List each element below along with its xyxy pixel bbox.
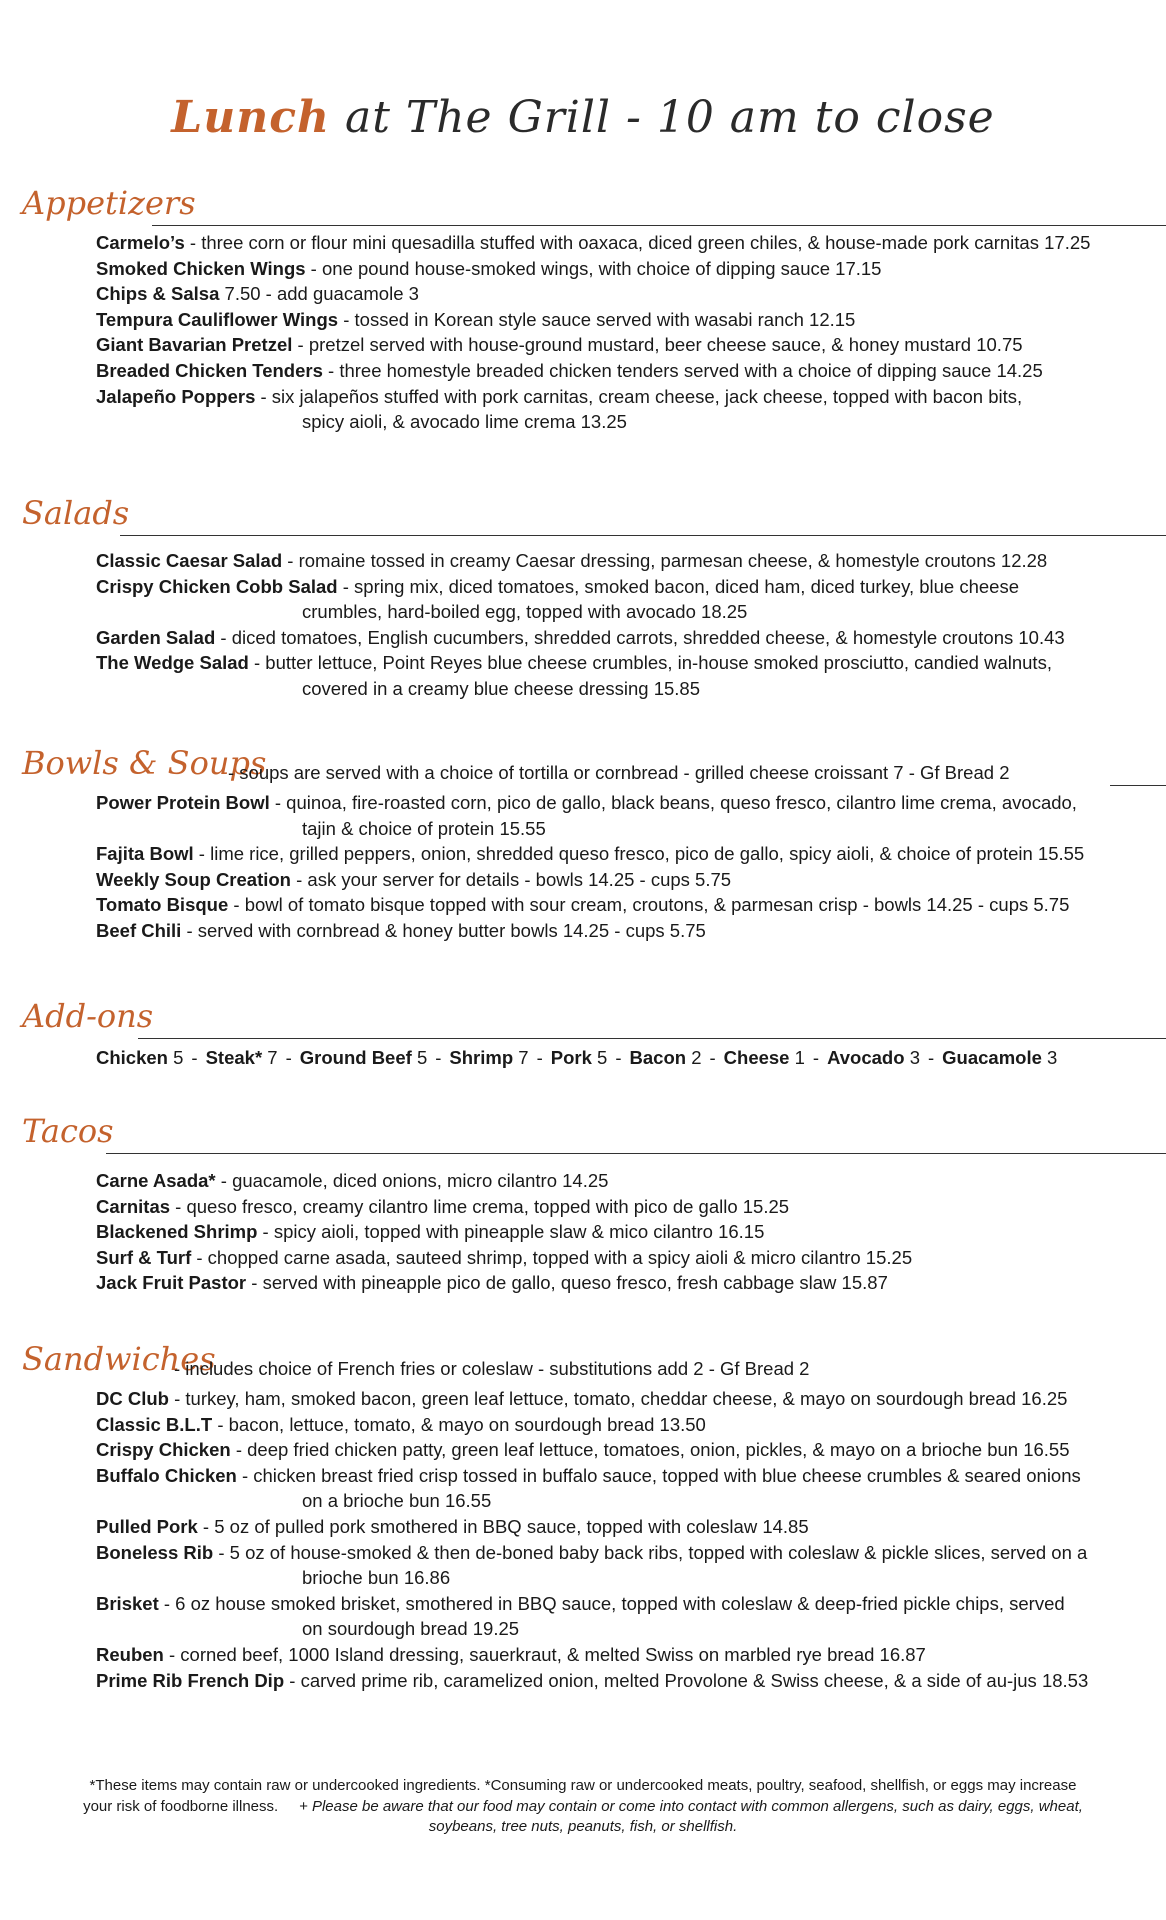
menu-item-description: - three homestyle breaded chicken tenders served with a choice of dipping sauce 14.25: [322, 359, 1043, 381]
menu-item-name: Buffalo Chicken: [96, 1464, 237, 1486]
tacos-heading: Tacos: [22, 1112, 114, 1150]
menu-item: [96, 548, 1166, 574]
addon-price: 7: [267, 1047, 278, 1068]
menu-item-line: [96, 358, 1166, 384]
menu-item: [96, 1437, 1166, 1463]
menu-item-line: [96, 574, 1166, 600]
menu-item-name: Brisket: [96, 1592, 159, 1614]
menu-item: [96, 256, 1166, 282]
addons-list: [0, 1039, 1166, 1071]
menu-item-line: [96, 1668, 1166, 1694]
menu-item-line: [96, 1540, 1166, 1566]
menu-item-description: - ask your server for details - bowls 14.25 - cups 5.75: [290, 868, 732, 890]
menu-item-name: Jack Fruit Pastor: [96, 1272, 247, 1294]
menu-item-description: - 5 oz of house-smoked & then de-boned baby back ribs, topped with coleslaw & pickle slices, served on a: [213, 1541, 1088, 1563]
bowls-list: [0, 786, 1166, 944]
menu-item: [96, 892, 1166, 918]
menu-item: [96, 841, 1166, 867]
addon-separator: -: [709, 1047, 716, 1068]
menu-item-description: - tossed in Korean style sauce served with wasabi ranch 12.15: [338, 308, 856, 330]
title-rest: at The Grill - 10 am to close: [329, 92, 995, 143]
addons-rule: [138, 1038, 1166, 1039]
menu-item-line: [96, 1219, 1166, 1245]
menu-item-line: [96, 281, 1166, 307]
addon-name: Avocado: [827, 1047, 905, 1068]
page-title: [0, 92, 1166, 143]
menu-item-description: - bacon, lettuce, tomato, & mayo on sourdough bread 13.50: [212, 1413, 706, 1435]
tacos-list: [0, 1154, 1166, 1296]
menu-item: [96, 1412, 1166, 1438]
menu-item-description: - bowl of tomato bisque topped with sour cream, croutons, & parmesan crisp - bowls 14.25 - cups 5.75: [228, 894, 1070, 916]
menu-item-line: [96, 1168, 1166, 1194]
menu-item: [96, 625, 1166, 651]
menu-item-name: Reuben: [96, 1643, 164, 1665]
tacos-rule: [106, 1153, 1166, 1154]
sandwiches-list: [0, 1382, 1166, 1693]
addon-price: 5: [173, 1047, 184, 1068]
disclaimer-line-2a: your risk of foodborne illness.: [83, 1797, 279, 1815]
disclaimer-line-2b: + Please be aware that our food may contain or come into contact with common allergens, such as dairy, eggs, wheat,: [299, 1797, 1083, 1815]
menu-item-description: - deep fried chicken patty, green leaf lettuce, tomatoes, onion, pickles, & mayo on a brioche bun 16.55: [230, 1439, 1070, 1461]
menu-item-continuation: brioche bun 16.86: [302, 1567, 451, 1589]
menu-item-name: Smoked Chicken Wings: [96, 257, 306, 279]
salads-rule: [120, 535, 1166, 536]
menu-item-description: - diced tomatoes, English cucumbers, shredded carrots, shredded cheese, & homestyle croutons 10.43: [215, 626, 1065, 648]
menu-item-continuation: spicy aioli, & avocado lime crema 13.25: [302, 411, 627, 433]
addon-name: Pork: [550, 1047, 592, 1068]
bowls-note: - soups are served with a choice of tortilla or cornbread - grilled cheese croissant 7 - Gf Bread 2: [228, 762, 1010, 783]
addon-price: 1: [794, 1047, 805, 1068]
menu-item: [96, 1463, 1166, 1514]
menu-item-description: - served with cornbread & honey butter bowls 14.25 - cups 5.75: [181, 919, 706, 941]
disclaimer-line-3: soybeans, tree nuts, peanuts, fish, or shellfish.: [428, 1818, 738, 1835]
menu-item-line: [96, 307, 1166, 333]
menu-item-description: - corned beef, 1000 Island dressing, sauerkraut, & melted Swiss on marbled rye bread 16.87: [163, 1643, 926, 1665]
addon-separator: -: [615, 1047, 622, 1068]
addon-price: 5: [416, 1047, 428, 1068]
menu-item-description: - chicken breast fried crisp tossed in buffalo sauce, topped with blue cheese crumbles & seared onions: [236, 1464, 1081, 1486]
menu-item-line: [96, 867, 1166, 893]
menu-item: [96, 384, 1166, 435]
menu-item-name: Crispy Chicken Cobb Salad: [96, 575, 338, 597]
menu-item-continuation: crumbles, hard-boiled egg, topped with avocado 18.25: [302, 601, 748, 623]
addon-name: Cheese: [723, 1047, 790, 1068]
addon-separator: -: [536, 1047, 543, 1068]
menu-item-line: [96, 1270, 1166, 1296]
allergen-disclaimer: [40, 1776, 1126, 1838]
menu-item: [96, 1642, 1166, 1668]
menu-item: [96, 574, 1166, 625]
menu-item-description: 7.50 - add guacamole 3: [219, 283, 419, 305]
menu-item: [96, 281, 1166, 307]
menu-item-description: - guacamole, diced onions, micro cilantro 14.25: [215, 1170, 609, 1191]
sandwiches-section: [0, 1336, 1166, 1693]
menu-item: [96, 1194, 1166, 1220]
addon-separator: -: [285, 1047, 292, 1068]
addons-heading: Add-ons: [22, 997, 154, 1035]
addon-separator: -: [435, 1047, 442, 1068]
menu-item-description: - spicy aioli, topped with pineapple slaw & mico cilantro 16.15: [257, 1221, 765, 1243]
bowls-rule: [1110, 785, 1166, 786]
salads-heading: Salads: [22, 494, 130, 532]
menu-item-line: [96, 841, 1166, 867]
addon-price: 3: [1047, 1047, 1058, 1068]
disclaimer-line-1: *These items may contain raw or undercooked ingredients. *Consuming raw or undercooked meats, poultry, seafood, shellfish, or eggs may increase: [89, 1777, 1077, 1794]
menu-item-description: - one pound house-smoked wings, with choice of dipping sauce 17.15: [305, 257, 882, 279]
menu-item-line: [96, 1591, 1166, 1617]
menu-item-name: Carmelo’s: [96, 232, 185, 253]
bowls-heading: Bowls & Soups: [22, 744, 267, 782]
menu-item-name: Tomato Bisque: [96, 894, 229, 916]
addon-name: Ground Beef: [299, 1047, 412, 1068]
menu-item-description: - 5 oz of pulled pork smothered in BBQ sauce, topped with coleslaw 14.85: [197, 1515, 809, 1537]
menu-item-description: - chopped carne asada, sauteed shrimp, topped with a spicy aioli & micro cilantro 15.25: [191, 1246, 913, 1268]
menu-item-description: - queso fresco, creamy cilantro lime crema, topped with pico de gallo 15.25: [170, 1195, 790, 1217]
menu-item: [96, 1168, 1166, 1194]
menu-item-name: Chips & Salsa: [96, 283, 220, 305]
menu-item-name: Tempura Cauliflower Wings: [96, 308, 339, 330]
addon-name: Steak*: [205, 1047, 263, 1068]
sandwiches-heading: Sandwiches: [22, 1340, 216, 1378]
menu-item-continuation: on a brioche bun 16.55: [302, 1490, 492, 1512]
menu-item-name: Classic B.L.T: [96, 1413, 213, 1435]
menu-item-name: Weekly Soup Creation: [96, 868, 291, 890]
menu-item-name: The Wedge Salad: [96, 652, 249, 674]
addon-separator: -: [191, 1047, 198, 1068]
tacos-section: [0, 1108, 1166, 1296]
menu-item: [96, 1219, 1166, 1245]
menu-item: [96, 358, 1166, 384]
menu-item-description: - 6 oz house smoked brisket, smothered in BBQ sauce, topped with coleslaw & deep-fried pickle chips, served: [158, 1592, 1065, 1614]
menu-item-line: [96, 918, 1166, 944]
appetizers-list: [0, 226, 1166, 435]
menu-item-name: Fajita Bowl: [96, 843, 194, 865]
menu-item: [96, 1668, 1166, 1694]
menu-item-name: Prime Rib French Dip: [96, 1669, 285, 1691]
addon-separator: -: [927, 1047, 935, 1068]
menu-item-name: Giant Bavarian Pretzel: [96, 334, 293, 356]
salads-section: [0, 490, 1166, 702]
menu-item-name: DC Club: [96, 1388, 169, 1409]
menu-item-line: [96, 230, 1166, 256]
addon-price: 3: [909, 1047, 920, 1068]
menu-item: [96, 867, 1166, 893]
menu-item-name: Pulled Pork: [96, 1515, 198, 1537]
menu-item-line: [96, 256, 1166, 282]
appetizers-section: [0, 180, 1166, 435]
menu-item-name: Jalapeño Poppers: [96, 385, 256, 407]
menu-item: [96, 332, 1166, 358]
menu-item-name: Carnitas: [96, 1195, 171, 1217]
menu-item: [96, 230, 1166, 256]
menu-item-line: [96, 1245, 1166, 1271]
addon-name: Bacon: [629, 1047, 687, 1068]
addon-price: 5: [597, 1047, 608, 1068]
menu-item-description: - quinoa, fire-roasted corn, pico de gallo, black beans, queso fresco, cilantro lime crema, avocado,: [269, 792, 1077, 813]
addon-price: 7: [518, 1047, 529, 1068]
appetizers-rule: [152, 225, 1166, 226]
menu-item-description: - turkey, ham, smoked bacon, green leaf lettuce, tomato, cheddar cheese, & mayo on sourdough bread 16.25: [168, 1388, 1068, 1409]
addon-name: Guacamole: [942, 1047, 1042, 1068]
menu-item-line: [96, 1194, 1166, 1220]
menu-item-description: - romaine tossed in creamy Caesar dressing, parmesan cheese, & homestyle croutons 12.28: [282, 550, 1048, 571]
menu-item-name: Carne Asada*: [96, 1170, 216, 1191]
menu-item-description: - lime rice, grilled peppers, onion, shredded queso fresco, pico de gallo, spicy aioli, & choice of protein 15.55: [193, 843, 1085, 865]
addon-name: Chicken: [96, 1047, 168, 1068]
menu-item-description: - pretzel served with house-ground mustard, beer cheese sauce, & honey mustard 10.75: [292, 334, 1023, 356]
menu-item-name: Blackened Shrimp: [96, 1221, 258, 1243]
menu-item-line: [96, 650, 1166, 676]
menu-item-name: Classic Caesar Salad: [96, 550, 283, 571]
menu-item-continuation: covered in a creamy blue cheese dressing 15.85: [302, 677, 700, 699]
menu-item-description: - three corn or flour mini quesadilla stuffed with oaxaca, diced green chiles, & house-made pork carnitas 17.25: [184, 232, 1091, 253]
addons-section: [0, 993, 1166, 1071]
menu-item-line: [96, 1412, 1166, 1438]
menu-item-line: [96, 625, 1166, 651]
menu-item-line: [96, 1386, 1166, 1412]
menu-item-description: - spring mix, diced tomatoes, smoked bacon, diced ham, diced turkey, blue cheese: [337, 575, 1020, 597]
bowls-section: [0, 740, 1166, 944]
menu-item: [96, 650, 1166, 701]
menu-item-line: [96, 1437, 1166, 1463]
menu-item-line: [96, 1642, 1166, 1668]
addon-price: 2: [691, 1047, 702, 1068]
menu-item-name: Garden Salad: [96, 626, 216, 648]
menu-item-continuation: tajin & choice of protein 15.55: [302, 817, 546, 839]
title-accent: Lunch: [171, 92, 330, 143]
menu-item-continuation: on sourdough bread 19.25: [302, 1618, 520, 1640]
menu-item-line: [96, 384, 1166, 410]
menu-item-line: [96, 892, 1166, 918]
menu-item: [96, 790, 1166, 841]
menu-item: [96, 307, 1166, 333]
menu-item-name: Surf & Turf: [96, 1246, 192, 1268]
menu-item-line: [96, 790, 1166, 816]
menu-item: [96, 1270, 1166, 1296]
menu-item-description: - butter lettuce, Point Reyes blue cheese crumbles, in-house smoked prosciutto, candied walnuts,: [248, 652, 1052, 674]
menu-item-name: Boneless Rib: [96, 1541, 214, 1563]
menu-item-name: Beef Chili: [96, 919, 182, 941]
menu-item-description: - six jalapeños stuffed with pork carnitas, cream cheese, jack cheese, topped with bacon bits,: [255, 385, 1023, 407]
menu-item: [96, 918, 1166, 944]
sandwiches-note: - includes choice of French fries or coleslaw - substitutions add 2 - Gf Bread 2: [174, 1358, 810, 1379]
menu-item-line: [96, 548, 1166, 574]
appetizers-heading: Appetizers: [22, 184, 196, 222]
addon-name: Shrimp: [449, 1047, 514, 1068]
menu-item: [96, 1540, 1166, 1591]
menu-item-name: Breaded Chicken Tenders: [96, 359, 323, 381]
menu-item: [96, 1514, 1166, 1540]
menu-item-name: Crispy Chicken: [96, 1439, 231, 1461]
menu-item-line: [96, 332, 1166, 358]
menu-item: [96, 1386, 1166, 1412]
salads-list: [0, 536, 1166, 702]
menu-item: [96, 1591, 1166, 1642]
disclaimer-line-2: [40, 1797, 1126, 1818]
addon-separator: -: [812, 1047, 820, 1068]
menu-item: [96, 1245, 1166, 1271]
menu-item-description: - carved prime rib, caramelized onion, melted Provolone & Swiss cheese, & a side of au-jus 18.53: [284, 1669, 1089, 1691]
menu-item-line: [96, 1514, 1166, 1540]
menu-item-line: [96, 1463, 1166, 1489]
menu-item-description: - served with pineapple pico de gallo, queso fresco, fresh cabbage slaw 15.87: [246, 1272, 888, 1294]
menu-item-name: Power Protein Bowl: [96, 792, 270, 813]
